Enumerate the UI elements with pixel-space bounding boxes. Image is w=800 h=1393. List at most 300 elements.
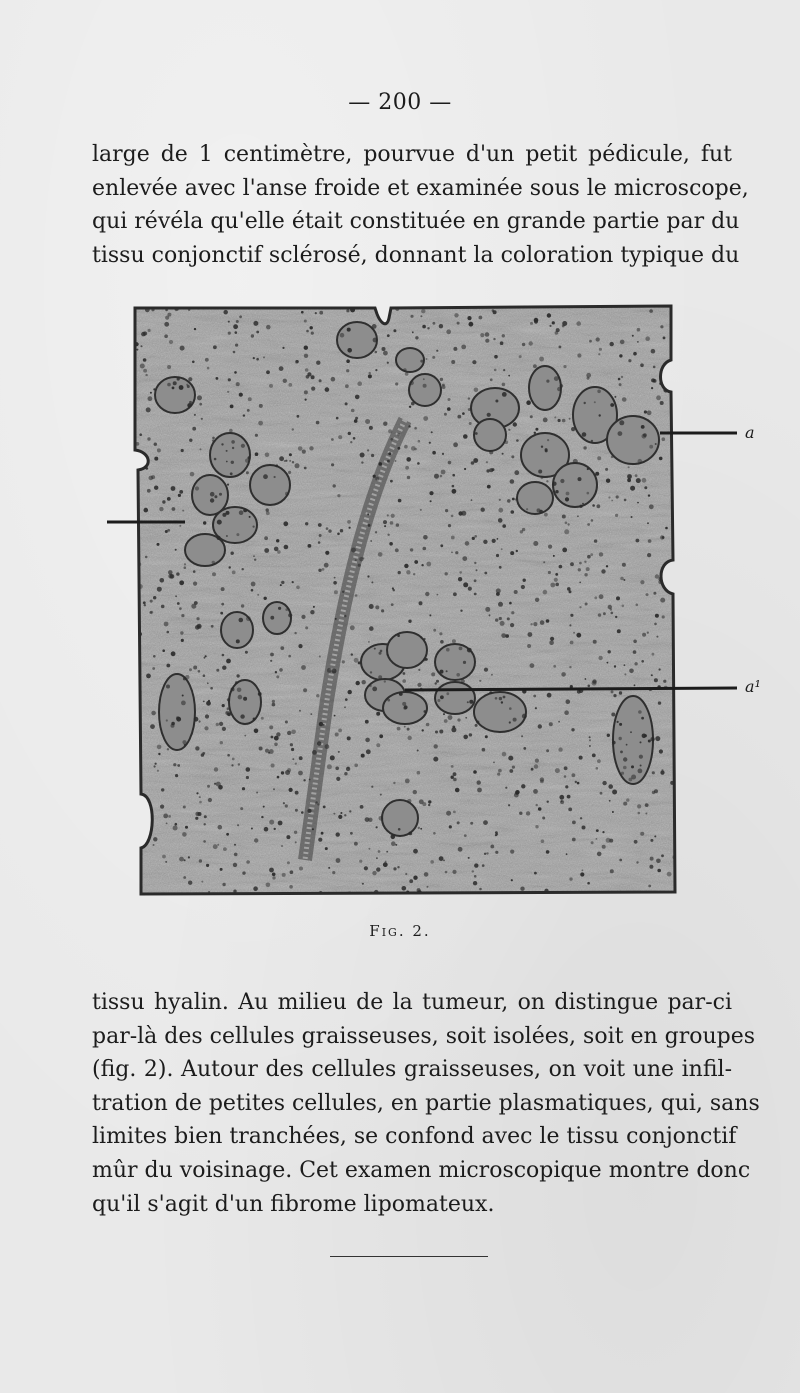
nucleus-dot (463, 434, 468, 439)
nucleus-dot (365, 419, 370, 424)
nucleus-dot (589, 739, 591, 741)
nucleus-dot (499, 566, 502, 569)
nucleus-dot (502, 383, 506, 387)
nucleus-dot (499, 617, 502, 620)
nucleus-dot (286, 835, 290, 839)
nucleus-dot (164, 622, 169, 627)
nucleus-dot (634, 662, 637, 665)
nucleus-dot (440, 378, 443, 381)
text-line: tration de petites cellules, en partie plasmatiques, qui, sans (92, 1090, 760, 1116)
nucleus-dot (201, 881, 203, 883)
nucleus-dot (520, 887, 524, 891)
nucleus-dot (259, 404, 263, 408)
nucleus-dot (597, 759, 601, 763)
nucleus-dot (655, 614, 659, 618)
nucleus-dot (424, 872, 429, 877)
nucleus-dot (316, 361, 320, 365)
nucleus-dot (492, 468, 495, 471)
nucleus-dot (559, 565, 563, 569)
nucleus-dot (223, 310, 228, 315)
nucleus-dot (231, 764, 233, 766)
nucleus-dot (282, 347, 284, 349)
nucleus-dot (638, 710, 642, 714)
nucleus-dot (441, 470, 446, 475)
nucleus-dot (218, 825, 223, 830)
nucleus-dot (641, 660, 644, 663)
nucleus-dot (612, 811, 614, 813)
nucleus-dot (638, 459, 643, 464)
nucleus-dot (212, 437, 215, 440)
nucleus-dot (205, 358, 209, 362)
nucleus-dot (385, 861, 387, 863)
nucleus-dot (173, 826, 178, 831)
nucleus-dot (198, 670, 201, 673)
nucleus-dot (458, 847, 463, 852)
nucleus-dot (383, 422, 387, 426)
nucleus-dot (251, 828, 253, 830)
nucleus-dot (476, 721, 479, 724)
nucleus-dot (534, 764, 538, 768)
nucleus-dot (239, 315, 242, 318)
nucleus-dot (467, 648, 472, 653)
nucleus-dot (351, 409, 355, 413)
nucleus-dot (333, 813, 335, 815)
nucleus-dot (278, 821, 283, 826)
nucleus-dot (474, 388, 479, 393)
nucleus-dot (598, 656, 602, 660)
nucleus-dot (534, 320, 538, 324)
nucleus-dot (154, 765, 156, 767)
nucleus-dot (403, 672, 406, 675)
nucleus-dot (181, 449, 184, 452)
nucleus-dot (564, 710, 569, 715)
nucleus-dot (640, 832, 644, 836)
nucleus-dot (287, 731, 291, 735)
nucleus-dot (522, 714, 527, 719)
nucleus-dot (481, 508, 485, 512)
nucleus-dot (378, 850, 381, 853)
nucleus-dot (389, 542, 393, 546)
nucleus-dot (591, 440, 593, 442)
nucleus-dot (497, 538, 499, 540)
nucleus-dot (500, 621, 505, 626)
nucleus-dot (616, 596, 620, 600)
nucleus-dot (642, 633, 646, 637)
nucleus-dot (391, 514, 395, 518)
nucleus-dot (641, 425, 645, 429)
nucleus-dot (334, 590, 338, 594)
nucleus-dot (495, 834, 497, 836)
nucleus-dot (376, 743, 380, 747)
nucleus-dot (205, 655, 207, 657)
nucleus-dot (334, 577, 336, 579)
nucleus-dot (418, 827, 420, 829)
nucleus-dot (336, 858, 341, 863)
nucleus-dot (596, 829, 599, 832)
nucleus-dot (502, 524, 506, 528)
nucleus-dot (406, 570, 410, 574)
nucleus-dot (168, 574, 173, 579)
nucleus-dot (479, 888, 482, 891)
nucleus-dot (195, 817, 198, 820)
nucleus-dot (362, 557, 364, 559)
nucleus-dot (274, 743, 278, 747)
nucleus-dot (452, 639, 456, 643)
nucleus-dot (554, 578, 558, 582)
nucleus-dot (210, 498, 214, 502)
nucleus-dot (420, 636, 422, 638)
nucleus-dot (180, 631, 183, 634)
nucleus-dot (204, 823, 206, 825)
nucleus-dot (390, 480, 393, 483)
nucleus-dot (569, 666, 571, 668)
nucleus-dot (194, 328, 196, 330)
nucleus-dot (365, 720, 369, 724)
nucleus-dot (667, 371, 669, 373)
nucleus-dot (647, 553, 651, 557)
nucleus-dot (435, 682, 437, 684)
nucleus-dot (560, 479, 564, 483)
nucleus-dot (496, 554, 499, 557)
nucleus-dot (241, 444, 245, 448)
nucleus-dot (356, 681, 360, 685)
nucleus-dot (612, 741, 616, 745)
nucleus-dot (562, 419, 566, 423)
nucleus-dot (427, 886, 429, 888)
nucleus-dot (498, 769, 502, 773)
nucleus-dot (370, 540, 372, 542)
nucleus-dot (189, 401, 192, 404)
nucleus-dot (305, 399, 307, 401)
nucleus-dot (619, 737, 622, 740)
nucleus-dot (336, 777, 340, 781)
nucleus-dot (609, 800, 611, 802)
nucleus-dot (188, 856, 190, 858)
nucleus-dot (301, 811, 304, 814)
nucleus-dot (295, 841, 297, 843)
nucleus-dot (232, 447, 234, 449)
nucleus-dot (562, 515, 566, 519)
nucleus-dot (564, 766, 568, 770)
nucleus-dot (580, 872, 584, 876)
nucleus-dot (367, 513, 369, 515)
nucleus-dot (391, 841, 396, 846)
nucleus-dot (171, 651, 176, 656)
nucleus-dot (281, 771, 284, 774)
nucleus-dot (566, 492, 570, 496)
nucleus-dot (600, 792, 603, 795)
nucleus-dot (242, 787, 245, 790)
nucleus-dot (660, 325, 663, 328)
nucleus-dot (195, 746, 199, 750)
nucleus-dot (161, 788, 164, 791)
nucleus-dot (280, 584, 282, 586)
nucleus-dot (451, 776, 454, 779)
nucleus-dot (587, 555, 591, 559)
nucleus-dot (582, 503, 584, 505)
nucleus-dot (327, 764, 332, 769)
nucleus-dot (311, 375, 315, 379)
nucleus-dot (611, 612, 614, 615)
nucleus-dot (512, 766, 515, 769)
nucleus-dot (305, 368, 309, 372)
nucleus-dot (321, 832, 324, 835)
nucleus-dot (584, 561, 586, 563)
nucleus-dot (332, 871, 335, 874)
nucleus-dot (652, 771, 655, 774)
page-number: — 200 — (348, 90, 452, 115)
nucleus-dot (409, 381, 414, 386)
nucleus-dot (597, 852, 602, 857)
nucleus-dot (292, 461, 294, 463)
nucleus-dot (442, 453, 444, 455)
nucleus-dot (237, 824, 239, 826)
nucleus-dot (457, 415, 461, 419)
nucleus-dot (270, 660, 272, 662)
nucleus-dot (559, 346, 562, 349)
nucleus-dot (440, 475, 443, 478)
nucleus-dot (226, 511, 230, 515)
nucleus-dot (376, 867, 380, 871)
text-line: tissu conjonctif sclérosé, donnant la coloration typique du (92, 242, 740, 268)
nucleus-dot (610, 608, 612, 610)
nucleus-dot (395, 382, 398, 385)
nucleus-dot (658, 701, 661, 704)
nucleus-dot (383, 862, 388, 867)
nucleus-dot (582, 869, 584, 871)
nucleus-dot (383, 351, 388, 356)
nucleus-dot (204, 726, 208, 730)
nucleus-dot (544, 513, 548, 517)
nucleus-dot (510, 623, 514, 627)
nucleus-dot (221, 587, 225, 591)
nucleus-dot (218, 785, 223, 790)
nucleus-dot (165, 861, 167, 863)
nucleus-dot (431, 431, 433, 433)
nucleus-dot (272, 703, 276, 707)
nucleus-dot (175, 595, 177, 597)
nucleus-dot (539, 357, 544, 362)
nucleus-dot (272, 700, 275, 703)
nucleus-dot (483, 820, 488, 825)
nucleus-dot (304, 346, 308, 350)
nucleus-dot (285, 804, 288, 807)
nucleus-dot (651, 674, 653, 676)
nucleus-dot (179, 490, 183, 494)
nucleus-dot (546, 619, 550, 623)
nucleus-dot (582, 826, 586, 830)
nucleus-dot (433, 757, 438, 762)
nucleus-dot (158, 753, 160, 755)
nucleus-dot (231, 461, 234, 464)
nucleus-dot (410, 548, 413, 551)
nucleus-dot (485, 607, 490, 612)
nucleus-dot (656, 395, 661, 400)
nucleus-dot (162, 649, 165, 652)
nucleus-dot (627, 474, 632, 479)
nucleus-dot (651, 349, 656, 354)
nucleus-dot (146, 407, 151, 412)
nucleus-dot (354, 842, 358, 846)
nucleus-dot (196, 792, 198, 794)
nucleus-dot (402, 702, 406, 706)
nucleus-dot (281, 845, 283, 847)
nucleus-dot (457, 821, 460, 824)
nucleus-dot (304, 390, 308, 394)
nucleus-dot (382, 347, 386, 351)
nucleus-dot (592, 754, 596, 758)
nucleus-dot (654, 623, 657, 626)
nucleus-dot (419, 601, 423, 605)
nucleus-dot (169, 340, 173, 344)
nucleus-dot (626, 744, 628, 746)
nucleus-dot (288, 613, 292, 617)
nucleus-dot (144, 604, 146, 606)
nucleus-dot (456, 673, 460, 677)
nucleus-dot (427, 327, 429, 329)
nucleus-dot (640, 765, 642, 767)
nucleus-dot (661, 854, 664, 857)
nucleus-dot (631, 775, 636, 780)
nucleus-dot (273, 788, 275, 790)
nucleus-dot (387, 334, 390, 337)
nucleus-dot (553, 555, 555, 557)
nucleus-dot (162, 500, 165, 503)
nucleus-dot (236, 533, 239, 536)
nucleus-dot (242, 568, 244, 570)
nucleus-dot (387, 514, 389, 516)
nucleus-dot (428, 800, 431, 803)
nucleus-dot (589, 745, 591, 747)
nucleus-dot (269, 868, 274, 873)
nucleus-dot (219, 493, 222, 496)
nucleus-dot (538, 470, 542, 474)
nucleus-dot (208, 798, 212, 802)
nucleus-dot (338, 815, 342, 819)
nucleus-dot (198, 812, 202, 816)
nucleus-dot (229, 566, 231, 568)
nucleus-dot (659, 457, 663, 461)
nucleus-dot (344, 706, 346, 708)
nucleus-dot (228, 321, 230, 323)
nucleus-dot (443, 860, 445, 862)
nucleus-dot (543, 418, 548, 423)
nucleus-dot (535, 825, 538, 828)
nucleus-dot (480, 333, 484, 337)
nucleus-dot (649, 504, 654, 509)
nucleus-dot (404, 445, 408, 449)
nucleus-dot (619, 354, 622, 357)
nucleus-dot (229, 429, 233, 433)
nucleus-dot (384, 680, 386, 682)
nucleus-dot (299, 756, 303, 760)
nucleus-dot (548, 571, 551, 574)
nucleus-dot (634, 840, 638, 844)
nucleus-dot (667, 872, 672, 877)
nucleus-dot (227, 754, 230, 757)
nucleus-dot (479, 680, 481, 682)
nucleus-dot (484, 668, 488, 672)
nucleus-dot (461, 511, 466, 516)
nucleus-dot (593, 640, 597, 644)
nucleus-dot (226, 659, 231, 664)
nucleus-dot (216, 377, 219, 380)
nucleus-dot (578, 568, 581, 571)
nucleus-dot (360, 805, 364, 809)
nucleus-dot (445, 572, 448, 575)
nucleus-dot (579, 756, 583, 760)
nucleus-dot (155, 763, 157, 765)
nucleus-dot (583, 446, 586, 449)
nucleus-dot (214, 495, 217, 498)
nucleus-dot (375, 477, 379, 481)
nucleus-dot (291, 748, 294, 751)
nucleus-dot (482, 864, 485, 867)
nucleus-dot (295, 763, 297, 765)
nucleus-dot (541, 476, 544, 479)
nucleus-dot (182, 832, 187, 837)
nucleus-dot (530, 415, 533, 418)
nucleus-dot (623, 579, 625, 581)
nucleus-dot (299, 867, 303, 871)
nucleus-dot (217, 844, 219, 846)
nucleus-dot (406, 457, 411, 462)
nucleus-dot (446, 670, 448, 672)
nucleus-dot (338, 729, 342, 733)
paragraph-top (92, 138, 749, 272)
nucleus-dot (602, 831, 604, 833)
nucleus-dot (448, 715, 453, 720)
nucleus-dot (619, 723, 622, 726)
nucleus-dot (415, 336, 418, 339)
nucleus-dot (490, 845, 494, 849)
nucleus-dot (608, 496, 610, 498)
nucleus-dot (622, 605, 625, 608)
nucleus-dot (499, 499, 501, 501)
nucleus-dot (342, 591, 344, 593)
nucleus-dot (221, 603, 224, 606)
nucleus-dot (222, 883, 225, 886)
nucleus-dot (397, 866, 399, 868)
nucleus-dot (610, 869, 614, 873)
nucleus-dot (566, 853, 568, 855)
nucleus-dot (337, 494, 340, 497)
nucleus-dot (393, 782, 395, 784)
nucleus-dot (153, 596, 156, 599)
nucleus-dot (636, 861, 638, 863)
nucleus-dot (235, 344, 238, 347)
nucleus-dot (157, 745, 162, 750)
nucleus-dot (213, 345, 217, 349)
nucleus-dot (346, 309, 349, 312)
nucleus-dot (227, 484, 229, 486)
nucleus-dot (233, 351, 236, 354)
nucleus-dot (493, 762, 495, 764)
nucleus-dot (391, 603, 394, 606)
nucleus-dot (256, 358, 259, 361)
nucleus-dot (340, 529, 343, 532)
nucleus-dot (650, 839, 653, 842)
label-line-a1 (405, 688, 737, 690)
nucleus-dot (423, 535, 428, 540)
nucleus-dot (222, 727, 226, 731)
nucleus-dot (594, 539, 597, 542)
nucleus-dot (183, 806, 186, 809)
nucleus-dot (477, 780, 481, 784)
nucleus-dot (457, 718, 460, 721)
nucleus-dot (619, 420, 624, 425)
nucleus-dot (157, 587, 162, 592)
